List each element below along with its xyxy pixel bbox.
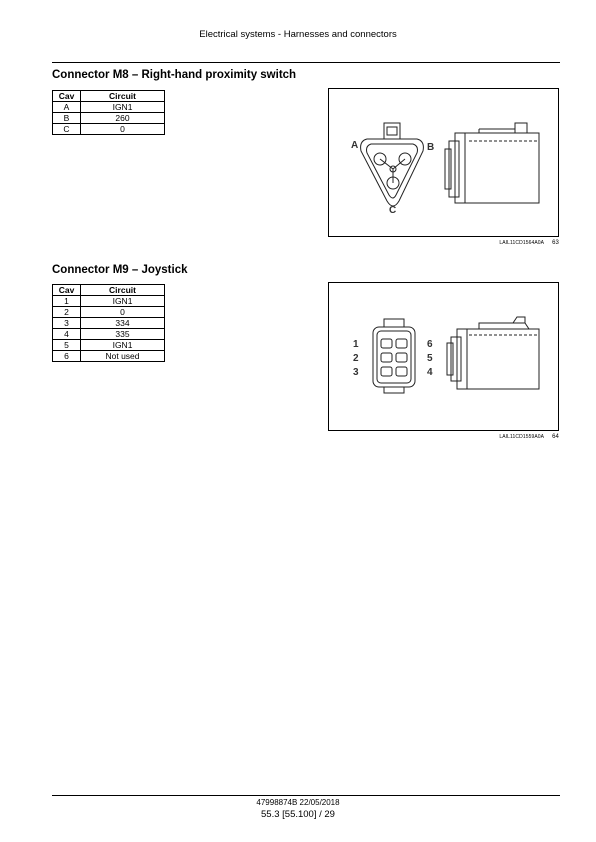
cav-cell: A xyxy=(53,102,81,113)
cav-cell: C xyxy=(53,124,81,135)
column-header: Cav xyxy=(53,91,81,102)
figure-label-c: C xyxy=(389,205,397,216)
figure-number: 64 xyxy=(552,434,559,440)
cav-cell: 1 xyxy=(53,296,81,307)
cav-cell: B xyxy=(53,113,81,124)
figure-label-6: 6 xyxy=(427,339,433,350)
circuit-cell: 0 xyxy=(81,307,165,318)
table-row xyxy=(53,102,165,113)
figure-label-1: 1 xyxy=(353,339,359,350)
footer-rule xyxy=(52,795,560,796)
cavity-table-m9 xyxy=(52,284,165,362)
cav-cell: 6 xyxy=(53,351,81,362)
figure-label-a: A xyxy=(351,140,359,151)
circuit-cell: Not used xyxy=(81,351,165,362)
figure-label-4: 4 xyxy=(427,367,433,378)
circuit-cell: 335 xyxy=(81,329,165,340)
column-header: Circuit xyxy=(81,285,165,296)
section-heading-m8: Connector M8 – Right-hand proximity switch xyxy=(52,69,297,81)
figure-label-3: 3 xyxy=(353,367,359,378)
footer-document-id: 47998874B 22/05/2018 xyxy=(256,798,340,807)
cavity-table-m8 xyxy=(52,90,165,135)
figure-label-b: B xyxy=(427,142,435,153)
column-header: Cav xyxy=(53,285,81,296)
page-header-title: Electrical systems - Harnesses and connectors xyxy=(199,29,397,40)
circuit-cell: 0 xyxy=(81,124,165,135)
connector-figure-m8 xyxy=(328,88,559,237)
figure-number: 63 xyxy=(552,240,559,246)
connector-m9-drawing xyxy=(329,283,560,432)
connector-figure-m9 xyxy=(328,282,559,431)
table-row xyxy=(53,351,165,362)
figure-caption-m9 xyxy=(328,434,559,440)
table-row xyxy=(53,329,165,340)
figure-code: LAIL11CD1564A0A xyxy=(499,240,545,246)
table-row xyxy=(53,318,165,329)
table-row xyxy=(53,113,165,124)
figure-label-5: 5 xyxy=(427,353,433,364)
cav-cell: 2 xyxy=(53,307,81,318)
circuit-cell: IGN1 xyxy=(81,296,165,307)
cav-cell: 4 xyxy=(53,329,81,340)
table-header-row xyxy=(53,285,165,296)
section-heading-m9: Connector M9 – Joystick xyxy=(52,264,188,276)
circuit-cell: IGN1 xyxy=(81,102,165,113)
table-row xyxy=(53,340,165,351)
column-header: Circuit xyxy=(81,91,165,102)
figure-label-2: 2 xyxy=(353,353,359,364)
circuit-cell: IGN1 xyxy=(81,340,165,351)
cav-cell: 5 xyxy=(53,340,81,351)
connector-m8-drawing xyxy=(329,89,560,238)
table-header-row xyxy=(53,91,165,102)
cav-cell: 3 xyxy=(53,318,81,329)
circuit-cell: 260 xyxy=(81,113,165,124)
footer-page-number: 55.3 [55.100] / 29 xyxy=(261,809,335,820)
table-row xyxy=(53,124,165,135)
figure-code: LAIL11CD1559A0A xyxy=(499,434,545,440)
circuit-cell: 334 xyxy=(81,318,165,329)
table-row xyxy=(53,296,165,307)
table-row xyxy=(53,307,165,318)
header-rule xyxy=(52,62,560,63)
figure-caption-m8 xyxy=(328,240,559,246)
